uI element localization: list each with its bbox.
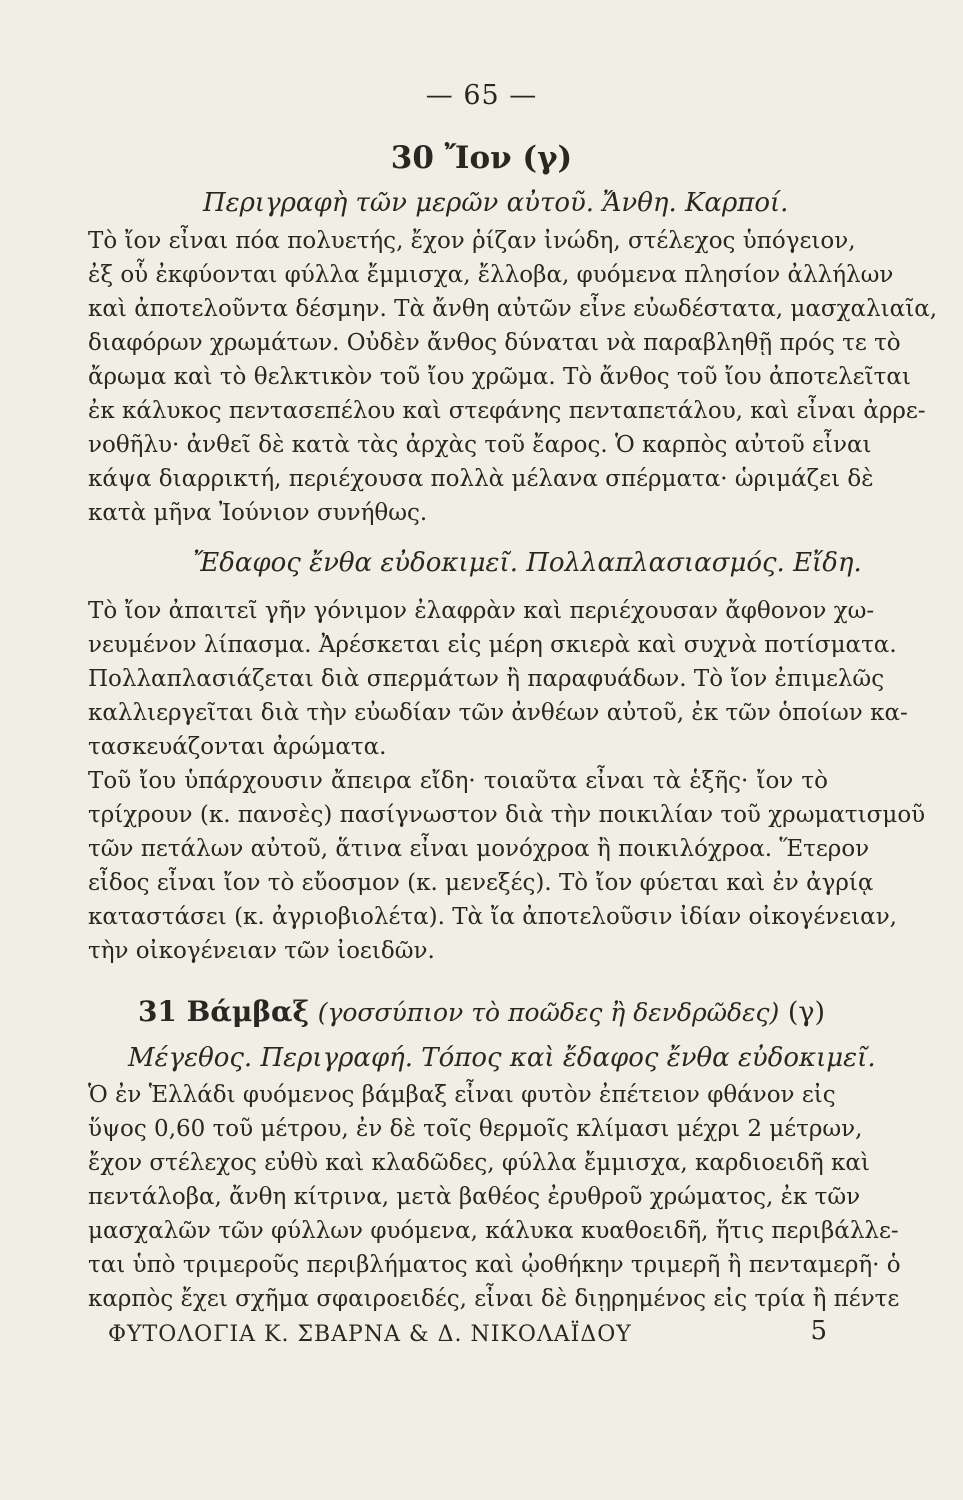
page-footer xyxy=(108,1316,828,1347)
text-line: κάψα διαρρικτή, περιέχουσα πολλὰ μέλανα σπέρματα· ὡριμάζει δὲ xyxy=(88,466,874,492)
text-line: καλλιεργεῖται διὰ τὴν εὐωδίαν τῶν ἀνθέων αὐτοῦ, ἐκ τῶν ὁποίων κα- xyxy=(88,700,908,726)
text-line: τῶν πετάλων αὐτοῦ, ἅτινα εἶναι μονόχροα ἢ ποικιλόχροα. Ἕτερον xyxy=(88,836,870,862)
text-line: μασχαλῶν τῶν φύλλων φυόμενα, κάλυκα κυαθοειδῆ, ἥτις περιβάλλε- xyxy=(88,1218,899,1244)
text-line: Τὸ ἴον ἀπαιτεῖ γῆν γόνιμον ἐλαφρὰν καὶ περιέχουσαν ἄφθονον χω- xyxy=(88,598,875,624)
text-line: Πολλαπλασιάζεται διὰ σπερμάτων ἢ παραφυάδων. Τὸ ἴον ἐπιμελῶς xyxy=(88,666,885,692)
text-line: ἄρωμα καὶ τὸ θελκτικὸν τοῦ ἴου χρῶμα. Τὸ ἄνθος τοῦ ἴου ἀποτελεῖται xyxy=(88,364,911,390)
text-line: τὴν οἰκογένειαν τῶν ἰοειδῶν. xyxy=(88,938,435,964)
section-31-title-tag: (γ) xyxy=(787,997,826,1028)
section-30-title: 30 Ἴον (γ) xyxy=(390,140,573,176)
text-line: ἐκ κάλυκος πεντασεπέλου καὶ στεφάνης πενταπετάλου, καὶ εἶναι ἀρρε- xyxy=(88,398,926,424)
text-line: ἐξ οὗ ἐκφύονται φύλλα ἔμμισχα, ἔλλοβα, φυόμενα πλησίον ἀλλήλων xyxy=(88,262,894,288)
footer-imprint: ΦΥΤΟΛΟΓΙΑ Κ. ΣΒΑΡΝΑ & Δ. ΝΙΚΟΛΑΪΔΟΥ xyxy=(108,1322,632,1347)
section-31-title-main: 31 Βάμβαξ xyxy=(137,995,310,1028)
text-line: νοθῆλυ· ἀνθεῖ δὲ κατὰ τὰς ἀρχὰς τοῦ ἔαρος. Ὁ καρπὸς αὐτοῦ εἶναι xyxy=(88,432,872,458)
text-line: Ὁ ἐν Ἑλλάδι φυόμενος βάμβαξ εἶναι φυτὸν ἐπέτειον φθάνον εἰς xyxy=(88,1082,836,1108)
text-line: διαφόρων χρωμάτων. Οὐδὲν ἄνθος δύναται νὰ παραβληθῇ πρός τε τὸ xyxy=(88,330,901,356)
page-number: — 65 — xyxy=(425,80,538,111)
text-line: Τὸ ἴον εἶναι πόα πολυετής, ἔχον ῥίζαν ἰνώδη, στέλεχος ὑπόγειον, xyxy=(88,228,856,254)
text-line: νευμένον λίπασμα. Ἀρέσκεται εἰς μέρη σκιερὰ καὶ συχνὰ ποτίσματα. xyxy=(88,632,897,658)
signature-mark: 5 xyxy=(810,1316,828,1346)
text-line: ὕψος 0,60 τοῦ μέτρου, ἐν δὲ τοῖς θερμοῖς κλίμασι μέχρι 2 μέτρων, xyxy=(88,1116,863,1142)
section-30-subtitle-2: Ἔδαφος ἔνθα εὐδοκιμεῖ. Πολλαπλασιασμός. Εἴδη. xyxy=(193,548,862,578)
text-line: εἶδος εἶναι ἴον τὸ εὔοσμον (κ. μενεξές). Τὸ ἴον φύεται καὶ ἐν ἀγρίᾳ xyxy=(88,870,874,896)
text-line: κατὰ μῆνα Ἰούνιον συνήθως. xyxy=(88,500,428,526)
text-line: πεντάλοβα, ἄνθη κίτρινα, μετὰ βαθέος ἐρυθροῦ χρώματος, ἐκ τῶν xyxy=(88,1184,861,1210)
text-line: Τοῦ ἴου ὑπάρχουσιν ἄπειρα εἴδη· τοιαῦτα εἶναι τὰ ἑξῆς· ἴον τὸ xyxy=(88,768,828,794)
section-31-title-italic: (γοσσύπιον τὸ ποῶδες ἢ δενδρῶδες) xyxy=(317,998,780,1027)
section-31-subtitle: Μέγεθος. Περιγραφή. Τόπος καὶ ἔδαφος ἔνθα εὐδοκιμεῖ. xyxy=(128,1043,876,1073)
text-line: καὶ ἀποτελοῦντα δέσμην. Τὰ ἄνθη αὐτῶν εἶνε εὐωδέστατα, μασχαλιαῖα, xyxy=(88,296,938,322)
section-31-title xyxy=(0,995,963,1028)
text-line: ται ὑπὸ τριμεροῦς περιβλήματος καὶ ᾠοθήκην τριμερῆ ἢ πενταμερῆ· ὁ xyxy=(88,1252,901,1278)
text-line: καταστάσει (κ. ἀγριοβιολέτα). Τὰ ἴα ἀποτελοῦσιν ἰδίαν οἰκογένειαν, xyxy=(88,904,897,930)
text-line: τρίχρουν (κ. πανσὲς) πασίγνωστον διὰ τὴν ποικιλίαν τοῦ χρωματισμοῦ xyxy=(88,802,926,828)
text-line: τασκευάζονται ἀρώματα. xyxy=(88,734,387,760)
text-line: καρπὸς ἔχει σχῆμα σφαιροειδές, εἶναι δὲ διῃρημένος εἰς τρία ἢ πέντε xyxy=(88,1286,900,1312)
text-line: ἔχον στέλεχος εὐθὺ καὶ κλαδῶδες, φύλλα ἔμμισχα, καρδιοειδῆ καὶ xyxy=(88,1150,870,1176)
section-30-subtitle: Περιγραφὴ τῶν μερῶν αὐτοῦ. Ἄνθη. Καρποί. xyxy=(203,188,789,218)
